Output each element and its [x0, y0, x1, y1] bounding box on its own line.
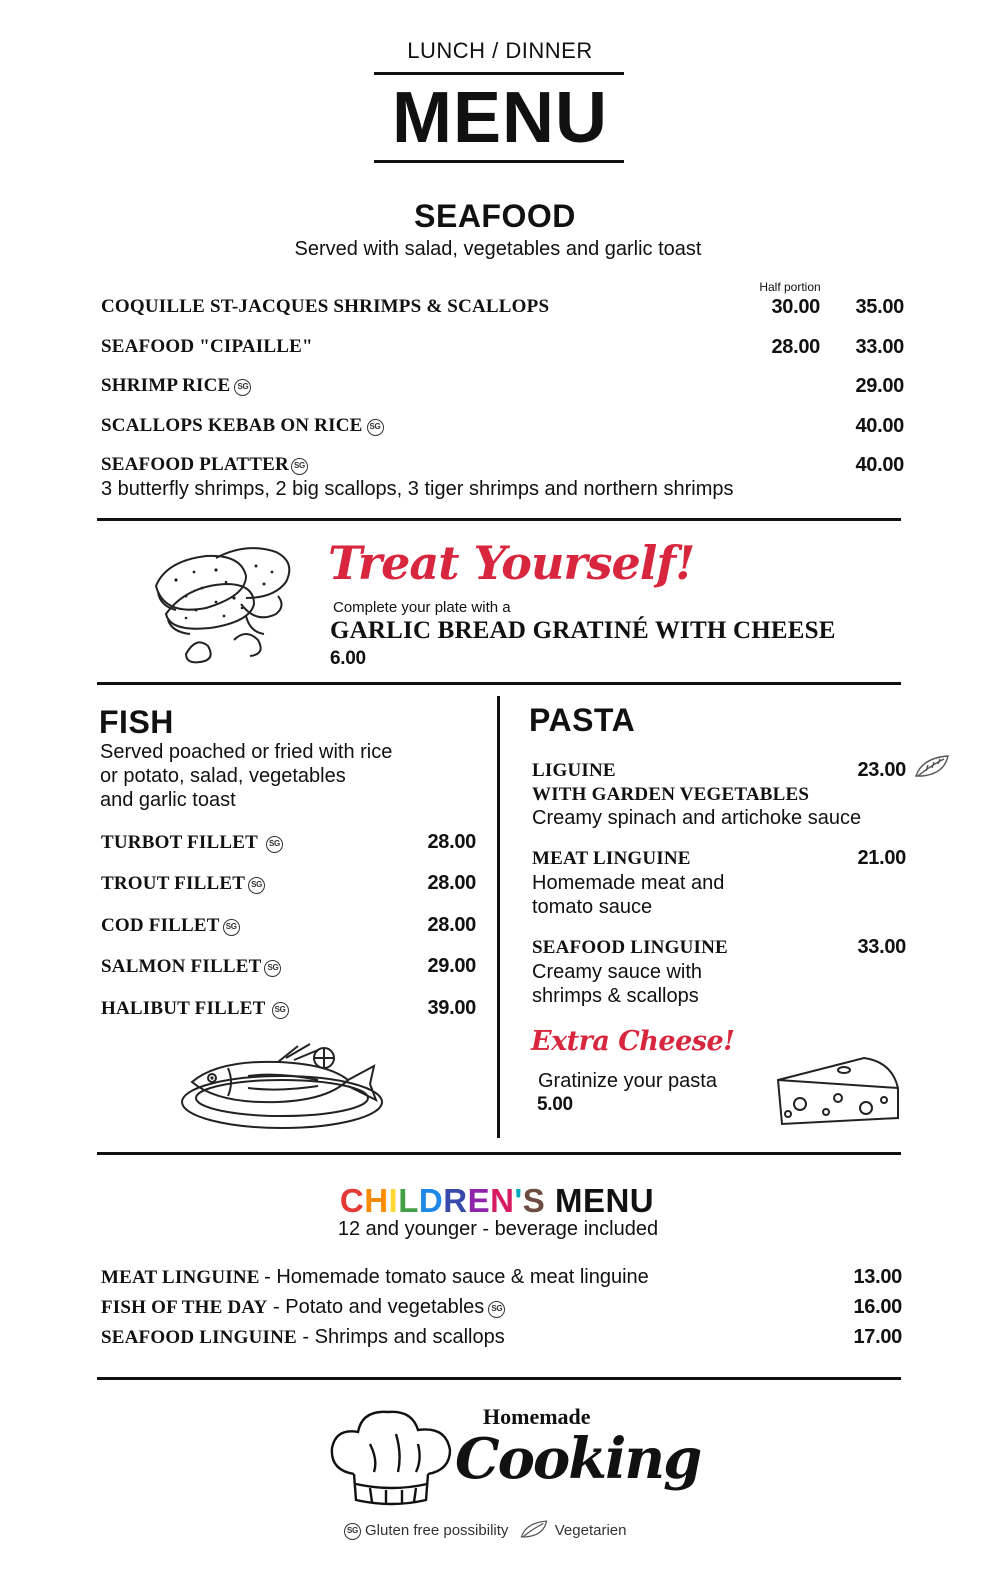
children-heading-letter: N [490, 1182, 515, 1219]
legend-gluten-free-label: Gluten free possibility [365, 1522, 509, 1539]
column-divider [497, 696, 500, 1138]
pasta-item-price: 33.00 [857, 936, 906, 958]
children-heading-letter: D [418, 1182, 444, 1219]
seafood-item-name: SEAFOOD "CIPAILLE" [101, 336, 313, 357]
seafood-item [101, 454, 308, 476]
garlic-bread-illustration [146, 536, 296, 666]
fish-item [101, 873, 265, 895]
children-heading-letter: R [443, 1182, 468, 1219]
seafood-item-price: 35.00 [855, 296, 904, 318]
seafood-item-price: 40.00 [855, 415, 904, 437]
fish-subheading-line: or potato, salad, vegetables [100, 765, 346, 787]
children-item: SEAFOOD LINGUINE - Shrimps and scallops [101, 1326, 505, 1348]
children-heading [0, 1182, 994, 1220]
pasta-item-name: WITH GARDEN VEGETABLES [532, 784, 810, 805]
seafood-item [101, 375, 251, 397]
pasta-item-desc: tomato sauce [532, 896, 653, 918]
menu-title: MENU [392, 78, 608, 158]
children-subheading: 12 and younger - beverage included [337, 1218, 659, 1240]
fish-subheading-line: Served poached or fried with rice [100, 741, 393, 763]
leaf-icon [517, 1518, 551, 1540]
children-item-name: MEAT LINGUINE [101, 1267, 260, 1288]
seafood-item-name: COQUILLE ST-JACQUES SHRIMPS & SCALLOPS [101, 296, 550, 317]
legend-vegetarian-label: Vegetarien [554, 1522, 627, 1539]
pasta-item-price: 23.00 [857, 759, 906, 781]
pasta-item-desc: Homemade meat and [532, 872, 725, 894]
pasta-item-name: SEAFOOD LINGUINE [532, 937, 728, 958]
pasta-item-name: MEAT LINGUINE [532, 848, 691, 869]
gluten-free-icon: SG [272, 1002, 289, 1019]
fish-plate-illustration [178, 1036, 388, 1132]
seafood-item-price: 29.00 [855, 375, 904, 397]
treat-yourself-title: Treat Yourself! [328, 536, 695, 590]
children-item-name: FISH OF THE DAY [101, 1297, 268, 1318]
section-divider [97, 518, 901, 521]
pasta-item-price: 21.00 [857, 847, 906, 869]
fish-item [101, 832, 283, 854]
children-heading-letter: S [522, 1182, 546, 1219]
seafood-item-name: SCALLOPS KEBAB ON RICE [101, 415, 363, 436]
footer-legend [344, 1518, 626, 1540]
treat-item-price: 6.00 [330, 648, 366, 669]
seafood-item-half-price: 28.00 [771, 336, 820, 358]
gluten-free-icon: SG [344, 1523, 361, 1540]
children-heading-letter: ' [514, 1182, 523, 1219]
children-item-desc: Homemade tomato sauce & meat linguine [276, 1266, 649, 1288]
pasta-item-desc: Creamy sauce with [532, 961, 703, 983]
seafood-item-half-price: 30.00 [771, 296, 820, 318]
fish-item [101, 998, 289, 1020]
children-heading-plain: MENU [554, 1182, 655, 1219]
seafood-subheading: Served with salad, vegetables and garlic toast [294, 238, 702, 260]
seafood-item-name: SHRIMP RICE [101, 375, 231, 396]
seafood-item-name: SEAFOOD PLATTER [101, 454, 289, 475]
fish-item-name: TURBOT FILLET [101, 832, 258, 853]
cheese-illustration [774, 1052, 902, 1128]
children-heading-colored [340, 1182, 545, 1219]
extra-cheese-desc: Gratinize your pasta [538, 1070, 717, 1092]
chef-hat-icon [326, 1404, 458, 1512]
gluten-free-icon: SG [223, 919, 240, 936]
children-item-price: 16.00 [853, 1296, 902, 1318]
children-heading-letter: C [339, 1182, 365, 1219]
pasta-item-desc: Creamy spinach and artichoke sauce [532, 807, 862, 829]
menu-subtitle: LUNCH / DINNER [407, 38, 593, 63]
seafood-heading: SEAFOOD [414, 198, 576, 234]
fish-item [101, 956, 281, 978]
seafood-item [101, 415, 384, 437]
footer-homemade: Homemade [483, 1404, 591, 1429]
gluten-free-icon: SG [367, 419, 384, 436]
children-item: MEAT LINGUINE - Homemade tomato sauce & meat linguine [101, 1266, 649, 1288]
gluten-free-icon: SG [234, 379, 251, 396]
leaf-icon [912, 752, 952, 780]
children-heading-letter: I [388, 1182, 399, 1219]
fish-item-name: HALIBUT FILLET [101, 998, 266, 1019]
header-bottom-rule [374, 160, 624, 163]
half-portion-label: Half portion [759, 280, 821, 294]
footer-cooking: Cooking [455, 1426, 701, 1492]
treat-item-name: GARLIC BREAD GRATINÉ WITH CHEESE [330, 617, 836, 644]
header-top-rule [374, 72, 624, 75]
fish-item-price: 28.00 [427, 914, 476, 936]
seafood-item-price: 33.00 [855, 336, 904, 358]
children-item: FISH OF THE DAY - Potato and vegetables SG [101, 1296, 505, 1319]
extra-cheese-title: Extra Cheese! [531, 1026, 735, 1057]
children-item-name: SEAFOOD LINGUINE [101, 1327, 297, 1348]
gluten-free-icon: SG [248, 877, 265, 894]
treat-lead: Complete your plate with a [333, 599, 511, 616]
children-item-desc: Potato and vegetables [285, 1296, 485, 1318]
children-item-price: 13.00 [853, 1266, 902, 1288]
children-item-price: 17.00 [853, 1326, 902, 1348]
pasta-item-name: LIGUINE [532, 760, 616, 781]
fish-item-name: COD FILLET [101, 915, 220, 936]
fish-item [101, 915, 240, 937]
fish-item-name: SALMON FILLET [101, 956, 262, 977]
gluten-free-icon: SG [488, 1301, 505, 1318]
fish-item-price: 29.00 [427, 955, 476, 977]
gluten-free-icon: SG [291, 458, 308, 475]
children-heading-letter: L [398, 1182, 419, 1219]
section-divider [97, 1377, 901, 1380]
children-item-desc: Shrimps and scallops [314, 1326, 505, 1348]
extra-cheese-price: 5.00 [537, 1094, 573, 1115]
fish-subheading-line: and garlic toast [100, 789, 236, 811]
children-heading-letter: E [467, 1182, 491, 1219]
children-heading-letter: H [364, 1182, 389, 1219]
fish-item-price: 28.00 [427, 831, 476, 853]
seafood-item-price: 40.00 [855, 454, 904, 476]
fish-item-name: TROUT FILLET [101, 873, 246, 894]
gluten-free-icon: SG [266, 836, 283, 853]
seafood-item-desc: 3 butterfly shrimps, 2 big scallops, 3 tiger shrimps and northern shrimps [101, 478, 734, 500]
section-divider [97, 682, 901, 685]
pasta-heading: PASTA [529, 702, 636, 738]
fish-item-price: 39.00 [427, 997, 476, 1019]
gluten-free-icon: SG [264, 960, 281, 977]
pasta-item-desc: shrimps & scallops [532, 985, 699, 1007]
section-divider [97, 1152, 901, 1155]
fish-heading: FISH [99, 704, 174, 740]
fish-item-price: 28.00 [427, 872, 476, 894]
